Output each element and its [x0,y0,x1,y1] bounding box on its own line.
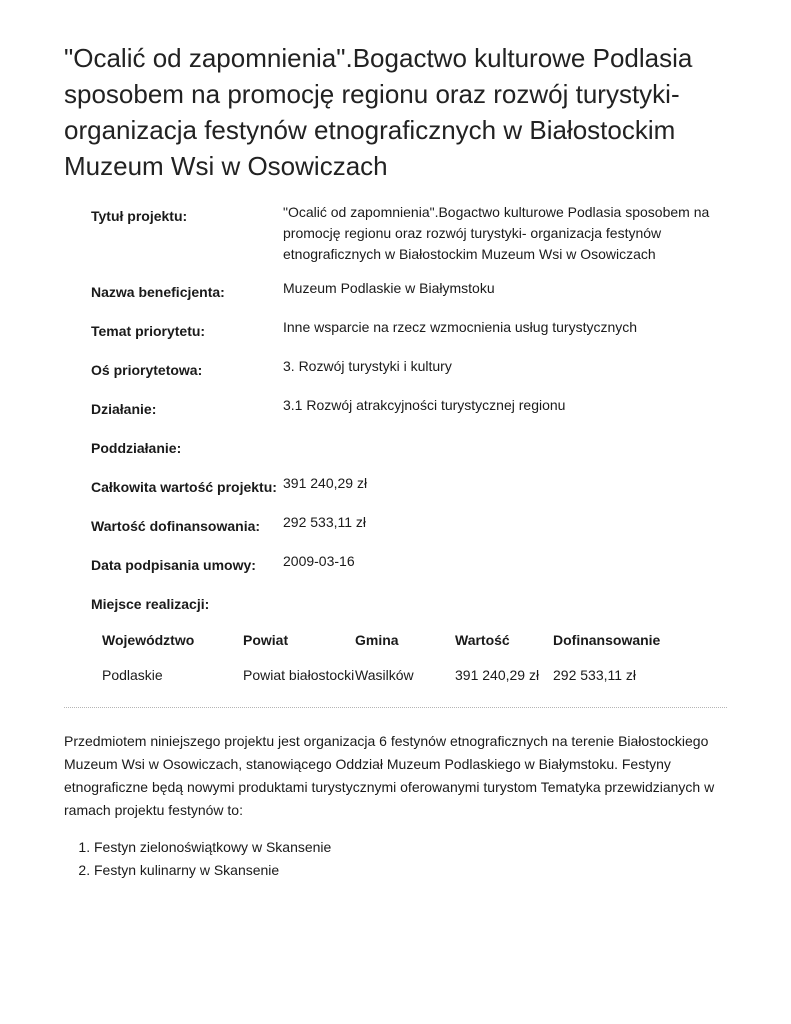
detail-label: Działanie: [91,401,157,417]
project-details [91,202,711,616]
detail-row-beneficiary [91,278,711,304]
detail-label: Całkowita wartość projektu: [91,479,277,495]
table-cell: Podlaskie [102,667,163,683]
detail-row-location [91,590,711,616]
list-item: 1. Festyn zielonoświątkowy w Skansenie [94,836,729,859]
table-row [102,664,713,687]
table-cell: 391 240,29 zł [455,667,540,683]
table-cell: Wasilków [355,667,414,683]
section-divider [64,707,727,708]
detail-value: "Ocalić od zapomnienia".Bogactwo kulturowe Podlasia sposobem na promocję regionu oraz rozwój turystyki- organizacja festynów etnograficznych w Białostockim Muzeum Wsi w Osowiczach [283,204,710,262]
column-header-voivodeship: Województwo [102,632,195,648]
detail-row-priority-axis [91,356,711,382]
page-title: "Ocalić od zapomnienia".Bogactwo kulturowe Podlasia sposobem na promocję regionu oraz rozwój turystyki- organizacja festynów etnograficznych w Białostockim Muzeum Wsi w Osowiczach [64,43,693,181]
detail-label: Temat priorytetu: [91,323,206,339]
detail-label: Wartość dofinansowania: [91,518,261,534]
list-item: 2. Festyn kulinarny w Skansenie [94,859,729,882]
detail-label: Oś priorytetowa: [91,362,203,378]
detail-label: Poddziałanie: [91,440,182,456]
detail-row-action [91,395,711,421]
detail-value: 3.1 Rozwój atrakcyjności turystycznej regionu [283,397,566,413]
detail-row-total-value [91,473,711,499]
project-page [64,40,729,882]
detail-label: Nazwa beneficjenta: [91,284,225,300]
detail-value: 2009-03-16 [283,553,355,569]
column-header-commune: Gmina [355,632,399,648]
detail-row-priority-topic [91,317,711,343]
detail-row-sub-action [91,434,711,460]
detail-value: Inne wsparcie na rzecz wzmocnienia usług turystycznych [283,319,638,335]
table-cell: Powiat białostocki [243,667,355,683]
column-header-funding: Dofinansowanie [553,632,661,648]
detail-value: 3. Rozwój turystyki i kultury [283,358,452,374]
detail-row-funding-value [91,512,711,538]
column-header-county: Powiat [243,632,289,648]
detail-label: Miejsce realizacji: [91,596,210,612]
table-header-row [102,630,713,664]
detail-label: Data podpisania umowy: [91,557,256,573]
table-cell: 292 533,11 zł [553,667,637,683]
detail-value: 292 533,11 zł [283,514,367,530]
detail-label: Tytuł projektu: [91,208,188,224]
detail-row-signing-date [91,551,711,577]
project-description: Przedmiotem niniejszego projektu jest organizacja 6 festynów etnograficznych na terenie Białostockiego Muzeum Wsi w Osowiczach, stanowiącego Oddział Muzeum Podlaskiego w Białymstoku. Festyny etnograficzne będą nowymi produktami turystycznymi oferowanymi turystom Tematyka przewidzianych w ramach projektu festynów to: [64,733,715,818]
column-header-value: Wartość [455,632,510,648]
detail-value: Muzeum Podlaskie w Białymstoku [283,280,495,296]
detail-value: 391 240,29 zł [283,475,368,491]
detail-row-project-title [91,202,711,265]
location-table [102,630,713,687]
festival-list [64,836,729,882]
